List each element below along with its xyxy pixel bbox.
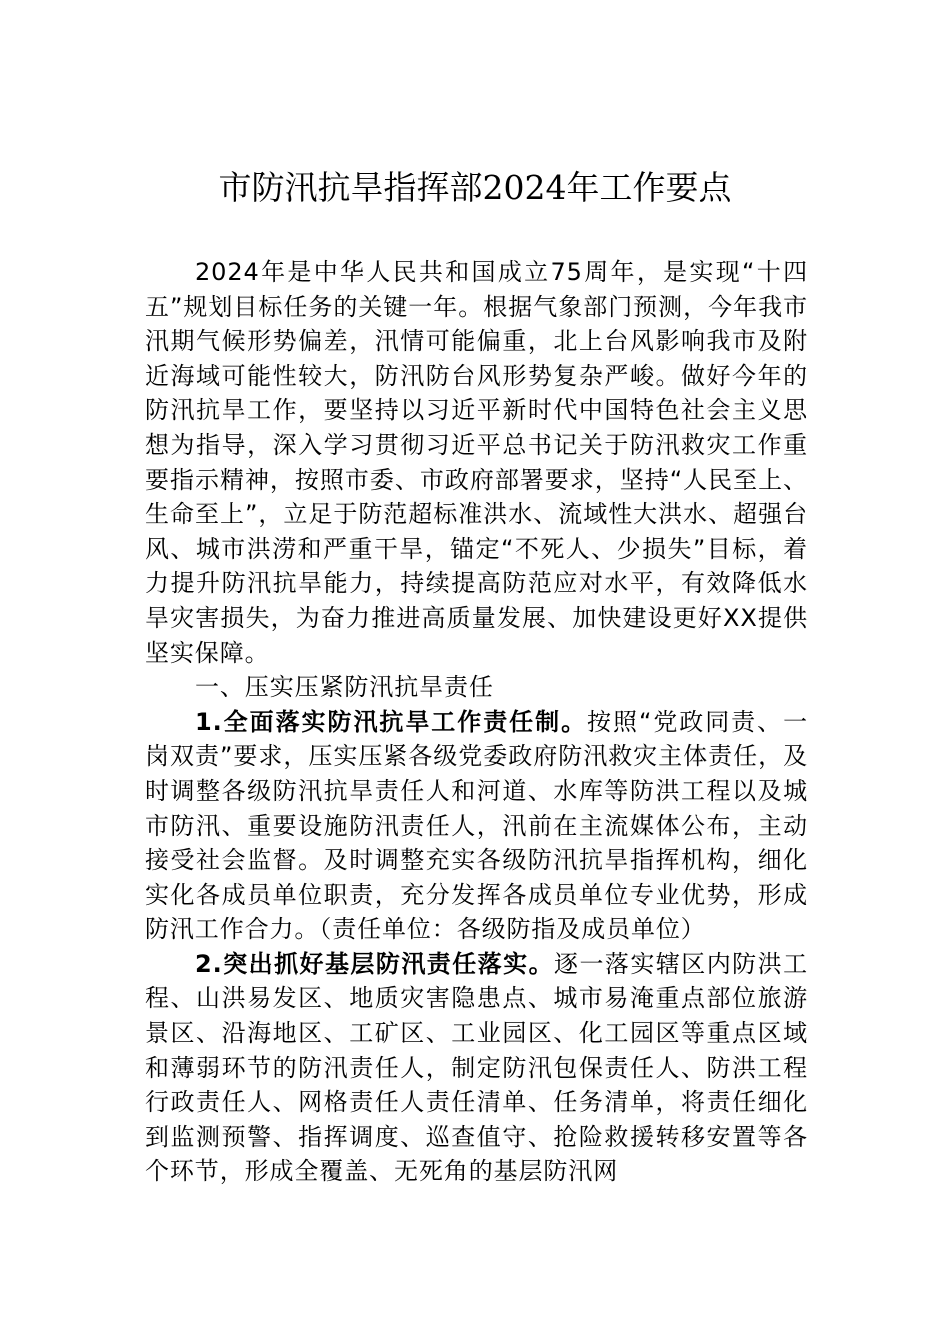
item-2-text: 逐一落实辖区内防洪工程、山洪易发区、地质灾害隐患点、城市易淹重点部位旅游景区、沿海地区、工矿区、工业园区、化工园区等重点区域和薄弱环节的防汛责任人，制定防汛包保责任人、防洪工程行政责任人、网格责任人责任清单、任务清单，将责任细化到监测预警、指挥调度、巡查值守、抢险救援转移安置等各个环节，形成全覆盖、无死角的基层防汛网 [145, 949, 808, 1186]
section-heading: 一、压实压紧防汛抗旱责任 [195, 673, 494, 702]
item-2-paragraph [145, 947, 808, 1189]
item-1-text: 按照“党政同责、一岗双责”要求，压实压紧各级党委政府防汛救灾主体责任，及时调整各级防汛抗旱责任人和河道、水库等防洪工程以及城市防汛、重要设施防汛责任人，汛前在主流媒体公布，主动接受社会监督。及时调整充实各级防汛抗旱指挥机构，细化实化各成员单位职责，充分发挥各成员单位专业优势，形成防汛工作合力。（责任单位：各级防指及成员单位） [145, 707, 808, 944]
item-1-lead: 1.全面落实防汛抗旱工作责任制。 [195, 707, 588, 736]
item-2-lead: 2.突出抓好基层防汛责任落实。 [195, 949, 555, 978]
document-title: 市防汛抗旱指挥部2024年工作要点 [218, 168, 732, 207]
document-body [145, 255, 808, 1189]
intro-paragraph: 2024年是中华人民共和国成立75周年，是实现“十四五”规划目标任务的关键一年。根据气象部门预测，今年我市汛期气候形势偏差，汛情可能偏重，北上台风影响我市及附近海域可能性较大，防汛防台风形势复杂严峻。做好今年的防汛抗旱工作，要坚持以习近平新时代中国特色社会主义思想为指导，深入学习贯彻习近平总书记关于防汛救灾工作重要指示精神，按照市委、市政府部署要求，坚持“人民至上、生命至上”，立足于防范超标准洪水、流域性大洪水、超强台风、城市洪涝和严重干旱，锚定“不死人、少损失”目标，着力提升防汛抗旱能力，持续提高防范应对水平，有效降低水旱灾害损失，为奋力推进高质量发展、加快建设更好XX提供坚实保障。 [145, 258, 808, 667]
item-1-paragraph [145, 705, 808, 947]
